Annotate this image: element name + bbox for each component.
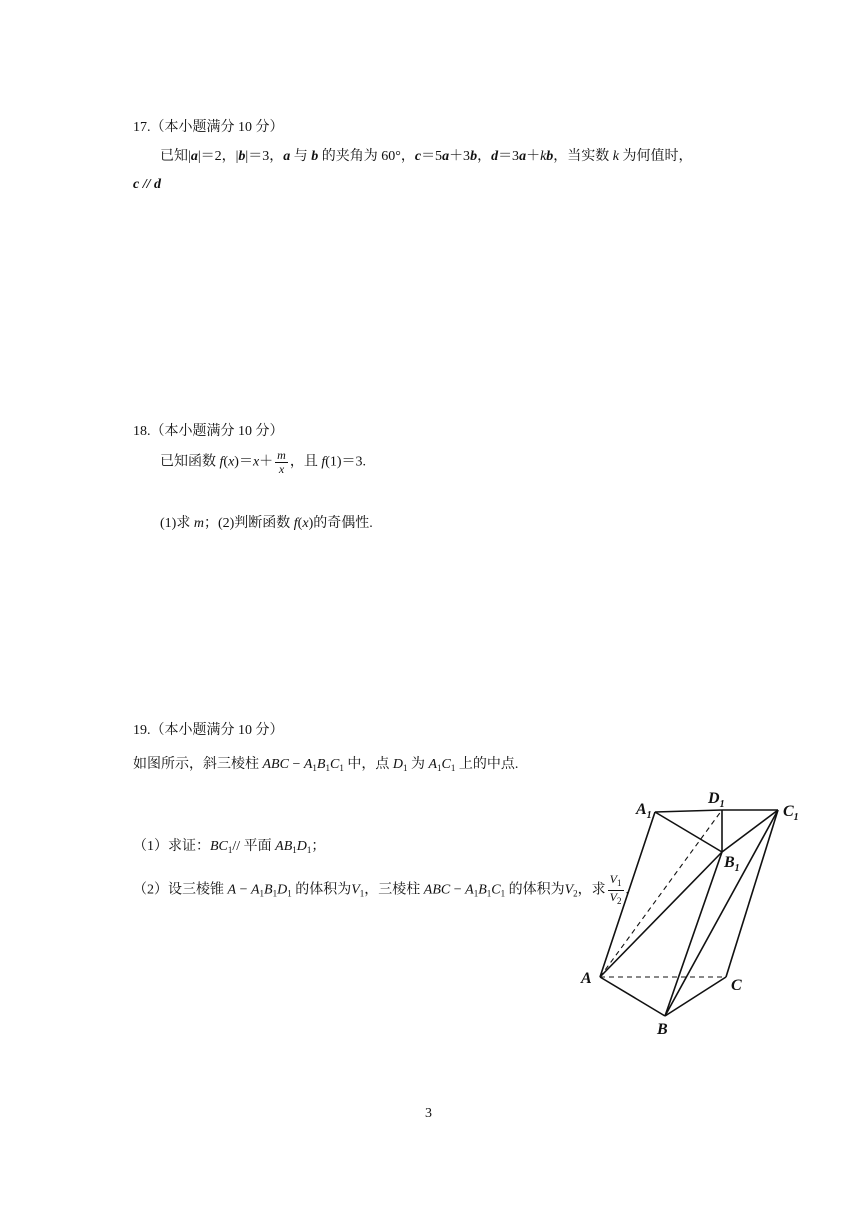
q19-header: 19.（本小题满分 10 分） [133, 723, 284, 738]
q18-statement: 已知函数 f(x)＝x＋ $\frac{m}{x}$ ，且 f(1)＝3. [160, 448, 367, 476]
q17-condition: c // d [133, 177, 161, 192]
q19-part1: （1）求证：$BC_1//$ 平面 $AB_1D_1$； [133, 839, 326, 855]
edge-a-a1 [600, 812, 655, 977]
edge-b1-c1 [722, 810, 778, 852]
edge-a-b [600, 977, 665, 1016]
edge-a1-d1 [655, 810, 722, 812]
q19-fraction: $\frac{V_1}{V_2}$ [609, 872, 622, 906]
label-a: A [581, 970, 592, 987]
q17-header: 17.（本小题满分 10 分） [133, 120, 284, 135]
q19-intro: 如图所示，斜三棱柱 ABC − $A_1B_1C_1$ 中，点 $D_1$ 为 $A_1C_1$ 上的中点. [133, 757, 519, 773]
label-c: C [731, 977, 742, 994]
edge-a-d1-dashed [600, 810, 722, 977]
q18-header: 18.（本小题满分 10 分） [133, 424, 284, 439]
label-b: B [657, 1021, 668, 1038]
edge-a1-b1 [655, 812, 722, 852]
label-d1: $D_1$ [708, 790, 725, 810]
edge-c-c1 [726, 810, 778, 977]
page-number: 3 [425, 1106, 432, 1121]
label-b1: $B_1$ [724, 854, 740, 874]
label-a1: $A_1$ [636, 801, 652, 821]
q18-parts: (1)求 m；(2)判断函数 f(x)的奇偶性. [160, 516, 373, 531]
edge-b-b1 [665, 852, 722, 1016]
edge-b-c [665, 977, 726, 1016]
edge-a-b1 [600, 852, 722, 977]
q19-part2: （2）设三棱锥 $A - A_1B_1D_1$ 的体积为$V_1$，三棱柱 ABC − $A_1B_1C_1$ 的体积为$V_2$，求 $\frac{V_1}{V_2}$ . [133, 872, 630, 906]
q17-statement: 已知|a|＝2，|b|＝3，a 与 b 的夹角为 60°，c＝5a＋3b，d＝3a＋kb，当实数 k 为何值时， [160, 149, 693, 164]
label-c1: $C_1$ [783, 803, 799, 823]
q18-fraction: $\frac{m}{x}$ [277, 448, 286, 476]
